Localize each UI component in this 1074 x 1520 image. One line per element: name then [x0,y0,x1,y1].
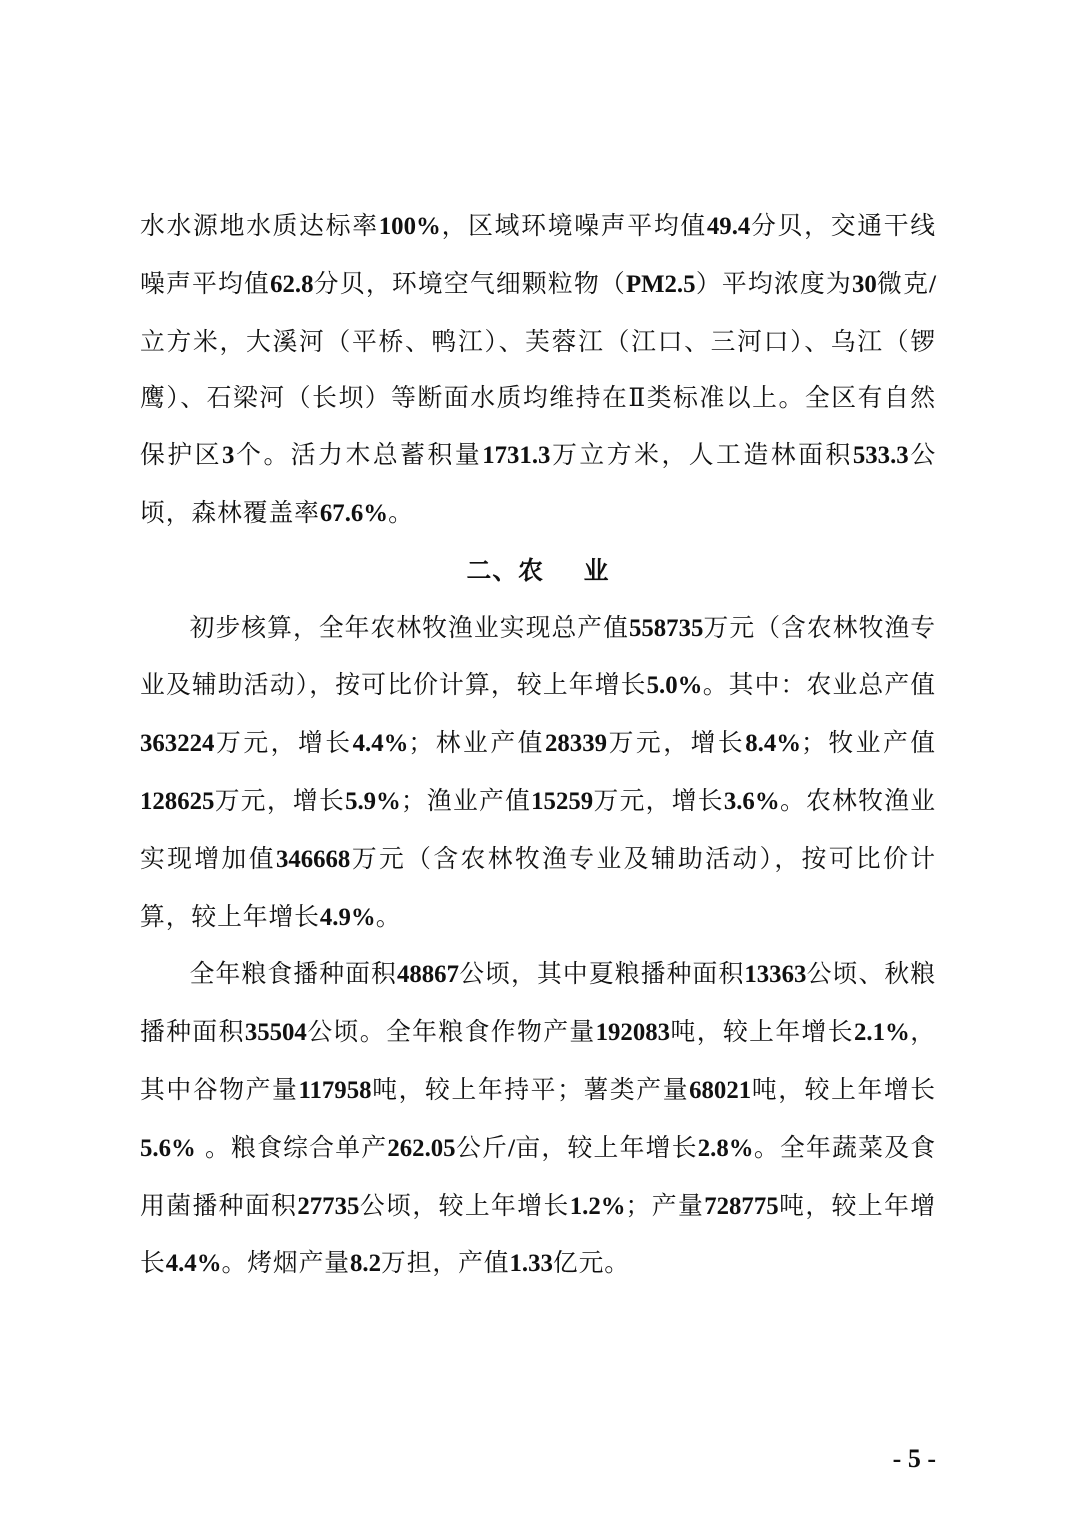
bold-figure: 13363 [744,961,807,989]
bold-figure: 5.0% [646,672,703,700]
bold-figure: 48867 [396,961,459,989]
bold-figure: 15259 [531,787,594,815]
bold-figure: 4.4% [352,730,409,758]
bold-figure: 8.4% [745,730,802,758]
bold-figure: PM2.5 [625,270,696,298]
bold-figure: 3.6% [723,787,780,815]
bold-figure: 28339 [545,730,607,758]
bold-figure: 728775 [704,1192,779,1220]
bold-figure: 35504 [244,1019,307,1047]
bold-figure: / [508,1134,515,1162]
bold-figure: 27735 [297,1192,360,1220]
bold-figure: 100% [378,213,441,240]
bold-figure: / [929,270,936,298]
bold-figure: 3 [222,442,235,470]
bold-figure: 4.9% [319,903,376,931]
paragraph-grain-production: 全年粮食播种面积48867公顷，其中夏粮播种面积13363公顷、秋粮播种面积35504公顷。全年粮食作物产量192083吨，较上年增长2.1%，其中谷物产量117958吨，较上年持平；薯类产量68021吨，较上年增长5.6% 。粮食综合单产262.05公斤/亩，较上年增长2.8%。全年蔬菜及食用菌播种面积27735公顷，较上年增长1.2%；产量728775吨，较上年增长4.4%。烤烟产量8.2万担，产值1.33亿元。 [140,959,936,1278]
bold-figure: 117958 [298,1076,372,1104]
bold-figure: 1731.3 [482,442,551,470]
section-heading-part2: 业 [583,555,610,585]
bold-figure: 2.1% [853,1019,910,1047]
bold-figure: 30 [851,270,877,298]
bold-figure: 1.33 [509,1250,553,1278]
bold-figure: 68021 [689,1076,752,1104]
page-number: - 5 - [892,1444,936,1473]
document-body [140,198,936,1293]
section-heading-part1: 二、农 [466,555,544,585]
bold-figure: 49.4 [706,213,751,240]
bold-figure: 192083 [595,1019,671,1047]
bold-figure: 558735 [628,614,704,642]
paragraph-agriculture-output: 初步核算，全年农林牧渔业实现总产值558735万元（含农林牧渔专业及辅助活动），按可比价计算，较上年增长5.0%。其中：农业总产值363224万元，增长4.4%；林业产值28339万元，增长8.4%；牧业产值128625万元，增长5.9%；渔业产值15259万元，增长3.6%。农林牧渔业实现增加值346668万元（含农林牧渔专业及辅助活动），按可比价计算，较上年增长4.9%。 [140,612,936,931]
section-heading [140,543,936,600]
bold-figure: 262.05 [387,1134,456,1162]
bold-figure: 5.6% [140,1134,196,1162]
bold-figure: 67.6% [319,499,389,527]
paragraph-environment: 水水源地水质达标率100%，区域环境噪声平均值49.4分贝，交通干线噪声平均值62.8分贝，环境空气细颗粒物（PM2.5）平均浓度为30微克/立方米，大溪河（平桥、鸭江）、芙蓉江（江口、三河口）、乌江（锣鹰）、石梁河（长坝）等断面水质均维持在Ⅱ类标准以上。全区有自然保护区3个。活力木总蓄积量1731.3万立方米，人工造林面积533.3公顷，森林覆盖率67.6%。 [140,211,937,527]
bold-figure: 5.9% [345,787,401,815]
bold-figure: 346668 [275,845,351,873]
bold-figure: 4.4% [165,1250,222,1278]
bold-figure: 128625 [140,787,215,815]
bold-figure: 1.2% [569,1192,626,1220]
bold-figure: 2.8% [697,1134,754,1162]
bold-figure: 533.3 [852,442,909,470]
bold-figure: 8.2 [350,1250,381,1278]
bold-figure: 62.8 [270,270,314,298]
bold-figure: 363224 [140,730,215,758]
